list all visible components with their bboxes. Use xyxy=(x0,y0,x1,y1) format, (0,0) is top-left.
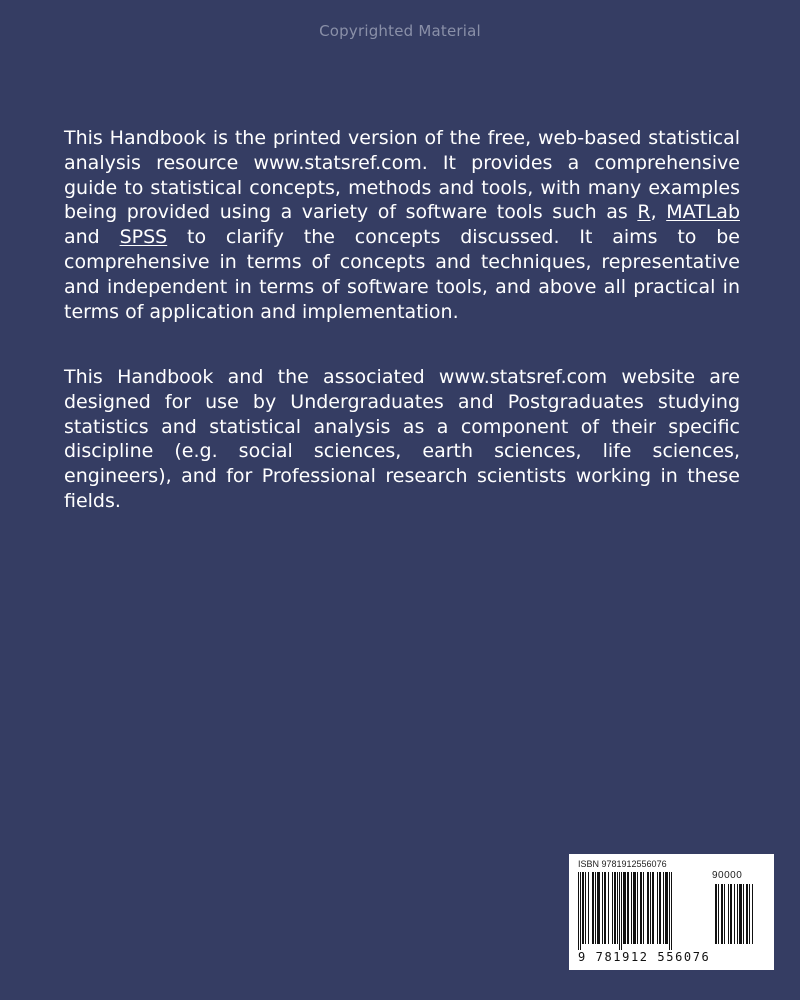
isbn-digits: 9 781912 556076 xyxy=(578,950,711,964)
blurb-sep-1: , xyxy=(650,201,667,224)
blurb-text-b: to clarify the concepts discussed. It aims to be comprehensive in terms of concepts and techniques, representative and independent in terms of software tools, and above all practical in terms of application and implementation. xyxy=(64,226,740,323)
software-matlab: MATLab xyxy=(666,201,740,224)
copyright-watermark-top: Copyrighted Material xyxy=(319,22,481,40)
blurb-paragraph-1 xyxy=(64,126,740,324)
blurb-sep-2: and xyxy=(64,226,120,249)
barcode-bars-icon xyxy=(578,872,713,950)
isbn-barcode xyxy=(569,854,774,970)
software-r: R xyxy=(637,201,651,224)
price-barcode-bars-icon xyxy=(715,884,767,950)
blurb-paragraph-2: This Handbook and the associated www.statsref.com website are designed for use by Undergraduates and Postgraduates studying statistics and statistical analysis as a component of their specific discipline (e.g. social sciences, earth sciences, life sciences, engineers), and for Professional research scientists working in these fields. xyxy=(64,366,740,512)
isbn-label: ISBN 9781912556076 xyxy=(578,859,667,869)
software-spss: SPSS xyxy=(119,226,168,249)
price-code: 90000 xyxy=(712,870,743,881)
blurb-text-a: This Handbook is the printed version of the free, web-based statistical analysis resource www.statsref.com. It provides a comprehensive guide to statistical concepts, methods and tools, with many examples being provided using a variety of software tools such as xyxy=(64,127,740,224)
